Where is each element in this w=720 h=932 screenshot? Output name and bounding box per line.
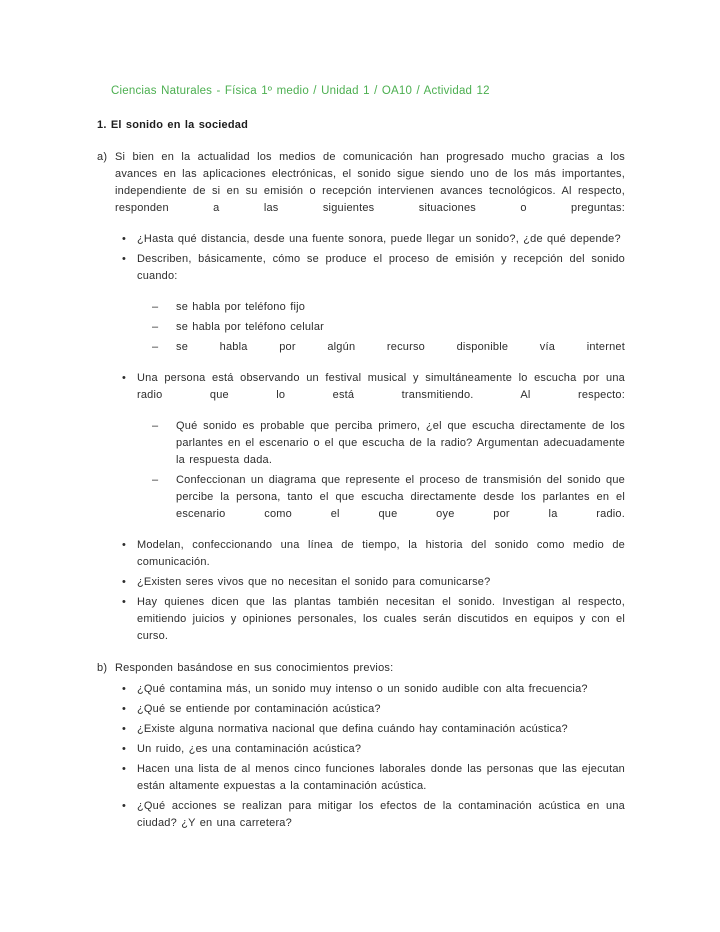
list-item-text: ¿Qué contamina más, un sonido muy intenso o un sonido audible con alta frecuencia? [137,683,588,695]
bullet-marker: • [122,683,127,695]
list-item [122,701,625,718]
list-item-text: Hay quienes dicen que las plantas también necesitan el sonido. Investigan al respecto, emitiendo juicios y opiniones personales, los cuales serán discutidos en equipos y con el curso. [137,596,625,642]
bullet-marker: • [122,800,127,812]
bullet-group-4 [122,681,625,832]
bullet-marker: • [122,743,127,755]
dash-marker: – [152,321,159,333]
list-item-text: Una persona está observando un festival musical y simultáneamente lo escucha por una radio que lo está transmitiendo. Al respecto: [137,372,625,401]
bullet-marker: • [122,703,127,715]
list-item [152,299,625,316]
list-item [122,231,625,248]
section-heading: 1. El sonido en la sociedad [97,119,248,131]
list-item-text: Describen, básicamente, cómo se produce el proceso de emisión y recepción del sonido cuando: [137,253,625,282]
list-item-text: se habla por teléfono fijo [176,301,306,313]
list-item [122,251,625,285]
breadcrumb-title: Ciencias Naturales - Física 1º medio / Unidad 1 / OA10 / Actividad 12 [111,85,490,97]
bullet-marker: • [122,233,127,245]
dash-marker: – [152,341,159,353]
list-item-text: se habla por teléfono celular [176,321,325,333]
list-item-text: Modelan, confeccionando una línea de tiempo, la historia del sonido como medio de comunicación. [137,539,625,568]
list-item [152,339,625,356]
list-item [122,594,625,645]
list-item [122,741,625,758]
paragraph-a [97,149,625,217]
paragraph-a-text: Si bien en la actualidad los medios de comunicación han progresado mucho gracias a los avances en las aplicaciones electrónicas, el sonido sigue siendo uno de los más importantes, independiente de si en su emisión o recepción intervienen avances tecnológicos. Al respecto, responden a las siguientes situaciones o preguntas: [115,151,625,214]
bullet-marker: • [122,253,127,265]
paragraph-b [97,660,625,677]
list-item-text: Hacen una lista de al menos cinco funciones laborales donde las personas que las ejecutan están altamente expuestas a la contaminación acústica. [137,763,625,792]
list-item-text: ¿Qué se entiende por contaminación acústica? [137,703,381,715]
list-item-text: ¿Hasta qué distancia, desde una fuente sonora, puede llegar un sonido?, ¿de qué depende? [137,233,621,245]
bullet-group-3 [122,537,625,645]
paragraph-b-text: Responden basándose en sus conocimientos previos: [115,662,394,674]
list-item-text: Confeccionan un diagrama que represente el proceso de transmisión del sonido que percibe la persona, tanto el que escucha directamente desde los parlantes en el escenario como el que oye por la radio. [176,474,625,520]
dash-marker: – [152,301,159,313]
list-item-text: Qué sonido es probable que perciba primero, ¿el que escucha directamente de los parlantes en el escenario o el que escucha de la radio? Argumentan adecuadamente la respuesta dada. [176,420,625,466]
list-item [152,418,625,469]
list-item [122,721,625,738]
list-item-text: se habla por algún recurso disponible vía internet [176,341,625,353]
dash-group-1 [152,299,625,356]
bullet-marker: • [122,723,127,735]
list-item [122,761,625,795]
bullet-marker: • [122,596,127,608]
bullet-marker: • [122,539,127,551]
bullet-marker: • [122,372,127,384]
bullet-marker: • [122,763,127,775]
paragraph-a-label: a) [97,151,108,163]
list-item [122,537,625,571]
list-item-text: ¿Existen seres vivos que no necesitan el sonido para comunicarse? [137,576,491,588]
list-item [152,472,625,523]
dash-marker: – [152,474,159,486]
list-item-text: ¿Existe alguna normativa nacional que defina cuándo hay contaminación acústica? [137,723,568,735]
paragraph-b-label: b) [97,662,108,674]
list-item-text: ¿Qué acciones se realizan para mitigar los efectos de la contaminación acústica en una ciudad? ¿Y en una carretera? [137,800,625,829]
list-item [122,370,625,404]
dash-marker: – [152,420,159,432]
list-item [122,798,625,832]
bullet-marker: • [122,576,127,588]
list-item [122,681,625,698]
dash-group-2 [152,418,625,523]
list-item [122,574,625,591]
bullet-group-1 [122,231,625,285]
bullet-group-2 [122,370,625,404]
list-item-text: Un ruido, ¿es una contaminación acústica? [137,743,362,755]
list-item [152,319,625,336]
